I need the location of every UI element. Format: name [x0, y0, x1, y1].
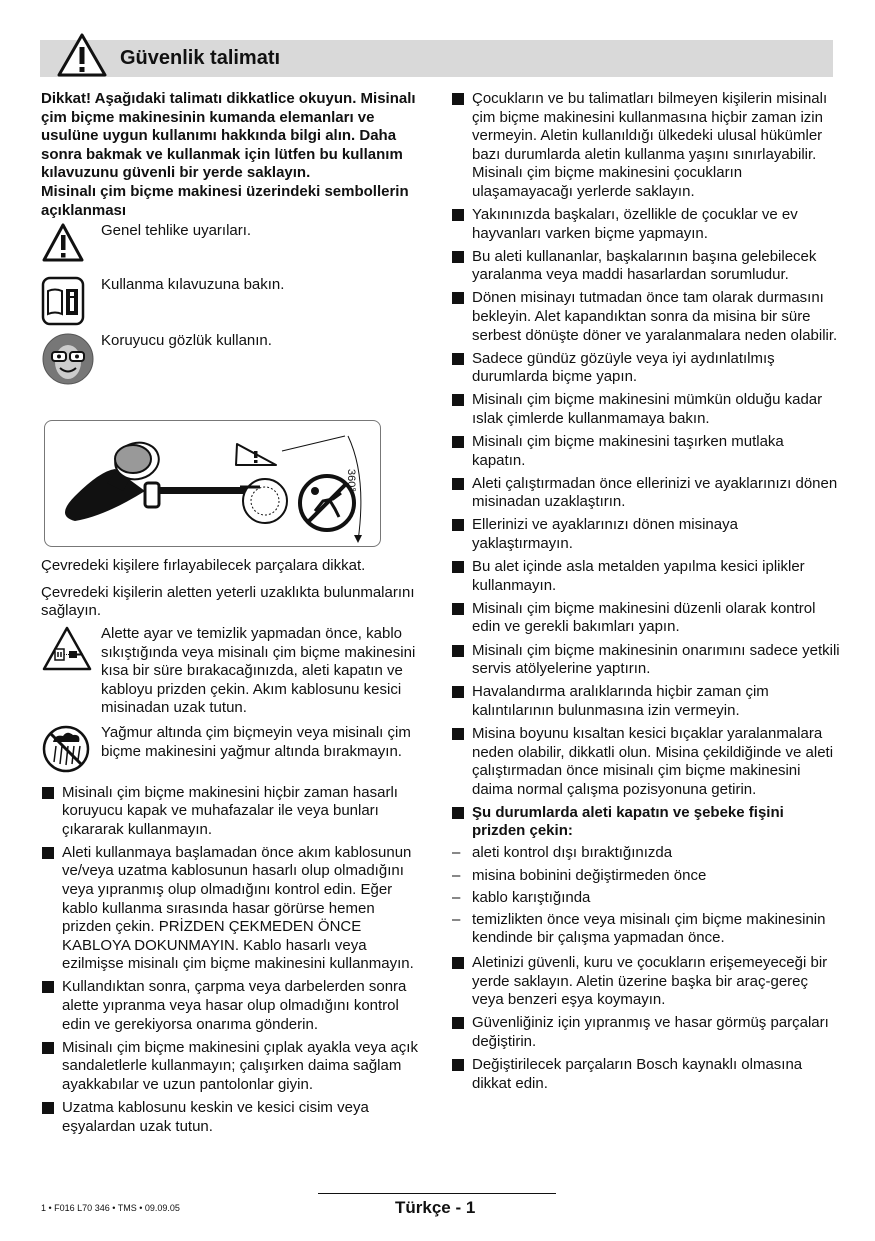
symbol-label: Genel tehlike uyarıları.	[101, 222, 252, 240]
trimmer-illustration	[45, 421, 382, 548]
thrown-parts-warning: Çevredeki kişilere fırlayabilecek parçalara dikkat.	[41, 557, 366, 575]
list-item: Kullandıktan sonra, çarpma veya darbelerden sonra alette yıpranma veya hasar olup olmadığını kontrol edin ve gerekiyorsa onarıma gönderin.	[41, 978, 421, 1034]
intro-warning: Dikkat! Aşağıdaki talimatı dikkatlice okuyun. Misinalı çim biçme makinesinin kumanda elemanları ve usulüne uygun kullanımı hakkında bilgi alın. Daha sonra bakmak ve kullanmak için lütfen bu kullanım kılavuzunu güvenli bir yerde saklayın.	[41, 90, 416, 182]
manual-book-icon	[41, 276, 101, 332]
footer-divider	[318, 1193, 556, 1194]
unplug-warning-icon	[41, 625, 101, 679]
symbol-row	[41, 332, 421, 390]
list-item: Aleti kullanmaya başlamadan önce akım kablosunun ve/veya uzatma kablosunun hasarlı olup olmadığını veya yıpranmış olup olmadığını kontrol edin. Eğer kablo kullanma sırasında hasar görürse hemen prizden çekin. PRİZDEN ÇEKMEDEN ÖNCE KABLOYA DOKUNMAYIN. Kablo hasarlı veya ezilmişse misinalı çim biçme makinesini kullanmayın.	[41, 844, 421, 974]
list-item: – aleti kontrol dışı bıraktığınızda	[451, 844, 841, 863]
unplug-instruction: Alette ayar ve temizlik yapmadan önce, kablo sıkıştığında veya misinalı çim biçme makinesini kısa bir süre bırakacağınızda, aleti kapatın ve kabloyu prizden çekin. Akım kablosunu kesici misinadan uzak tutun.	[101, 624, 416, 717]
list-item: Bu alet içinde asla metalden yapılma kesici iplikler kullanmayın.	[451, 558, 841, 595]
symbol-row	[41, 625, 421, 718]
no-rain-icon	[41, 724, 101, 780]
list-item: Misinalı çim biçme makinesini çıplak ayakla veya açık sandaletlerle kullanmayın; çalışırken daima sağlam ayakkabılar ve uzun pantolonlar giyin.	[41, 1039, 421, 1095]
right-column	[451, 90, 841, 1093]
section-header	[40, 40, 833, 77]
list-item: Değiştirilecek parçaların Bosch kaynaklı olmasına dikkat edin.	[451, 1056, 841, 1093]
rotating-line-danger-figure	[44, 420, 381, 547]
list-item: – misina bobinini değiştirmeden önce	[451, 867, 841, 886]
symbol-row	[41, 724, 421, 780]
list-item: Misinalı çim biçme makinesini hiçbir zaman hasarlı koruyucu kapak ve muhafazalar ile veya bunları çıkararak kullanmayın.	[41, 784, 421, 840]
list-item: – kablo karıştığında	[451, 889, 841, 908]
safety-goggles-icon	[41, 332, 101, 392]
list-item: Güvenliğiniz için yıpranmış ve hasar görmüş parçaları değiştirin.	[451, 1014, 841, 1051]
list-item: Uzatma kablosunu keskin ve kesici cisim veya eşyalardan uzak tutun.	[41, 1099, 421, 1136]
symbol-label: Koruyucu gözlük kullanın.	[101, 332, 272, 350]
list-item: Aleti çalıştırmadan önce ellerinizi ve ayaklarınızı dönen misinadan uzaklaştırın.	[451, 475, 841, 512]
list-item: – temizlikten önce veya misinalı çim biçme makinesinin kendinde bir çalışma yapmadan önce.	[451, 911, 841, 948]
list-item: Ellerinizi ve ayaklarınızı dönen misinaya yaklaştırmayın.	[451, 516, 841, 553]
bystander-distance-warning: Çevredeki kişilerin aletten yeterli uzaklıkta bulunmalarını sağlayın.	[41, 583, 415, 620]
angle-label: 360°	[345, 469, 357, 492]
rain-warning: Yağmur altında çim biçmeyin veya misinalı çim biçme makinesini yağmur altında bırakmayın.	[101, 723, 411, 760]
list-item: Misinalı çim biçme makinesini mümkün olduğu kadar ıslak çimlerde kullanmamaya bakın.	[451, 391, 841, 428]
list-item: Misina boyunu kısaltan kesici bıçaklar yaralanmalara neden olabilir, dikkatli olun. Misina çekildiğinde ve aleti çalıştırmadan önce misinalı çim biçme makinesini daima normal çalışma pozisyonuna getirin.	[451, 725, 841, 799]
list-item: Yakınınızda başkaları, özellikle de çocuklar ve ev hayvanları varken biçme yapmayın.	[451, 206, 841, 243]
list-item: Bu aleti kullananlar, başkalarının başına gelebilecek yaralanma veya maddi hasarlardan sorumludur.	[451, 248, 841, 285]
list-item: Misinalı çim biçme makinesini düzenli olarak kontrol edin ve gerekli bakımları yapın.	[451, 600, 841, 637]
warning-triangle-icon	[41, 222, 101, 270]
list-item: Havalandırma aralıklarında hiçbir zaman çim kalıntılarının bulunmasına izin vermeyin.	[451, 683, 841, 720]
left-column	[41, 90, 421, 1136]
list-item: Dönen misinayı tutmadan önce tam olarak durmasını bekleyin. Alet kapandıktan sonra da misina bir süre serbest dönüşte döner ve yaralanmalara neden olabilir.	[451, 289, 841, 345]
symbols-heading: Misinalı çim biçme makinesi üzerindeki sembollerin açıklanması	[41, 182, 409, 219]
page-title: Güvenlik talimatı	[120, 47, 281, 69]
list-item: Aletinizi güvenli, kuru ve çocukların erişemeyeceği bir yerde saklayın. Aletin üzerine başka bir araç-gereç veya benzeri eşya koymayın.	[451, 954, 841, 1010]
list-item: Çocukların ve bu talimatları bilmeyen kişilerin misinalı çim biçme makinesini kullanmasına hiçbir zaman izin vermeyin. Aletin kullanıldığı ülkedeki ulusal hükümler bazı durumlarda aletin kullanma yaşını sınırlayabilir. Misinalı çim biçme makinesini çocukların ulaşamayacağı yerlerde saklayın.	[451, 90, 841, 202]
list-item: Misinalı çim biçme makinesini taşırken mutlaka kapatın.	[451, 433, 841, 470]
symbol-label: Kullanma kılavuzuna bakın.	[101, 276, 285, 294]
unplug-heading: Şu durumlarda aleti kapatın ve şebeke fişini prizden çekin:	[451, 804, 841, 841]
symbol-row	[41, 276, 421, 330]
footer-doc-code: 1 • F016 L70 346 • TMS • 09.09.05	[41, 1203, 180, 1213]
footer-page-number: Türkçe - 1	[395, 1198, 476, 1217]
list-item: Misinalı çim biçme makinesinin onarımını sadece yetkili servis atölyelerine yaptırın.	[451, 642, 841, 679]
symbol-row	[41, 222, 421, 274]
list-item: Sadece gündüz gözüyle veya iyi aydınlatılmış durumlarda biçme yapın.	[451, 350, 841, 387]
warning-triangle-icon	[56, 32, 108, 84]
